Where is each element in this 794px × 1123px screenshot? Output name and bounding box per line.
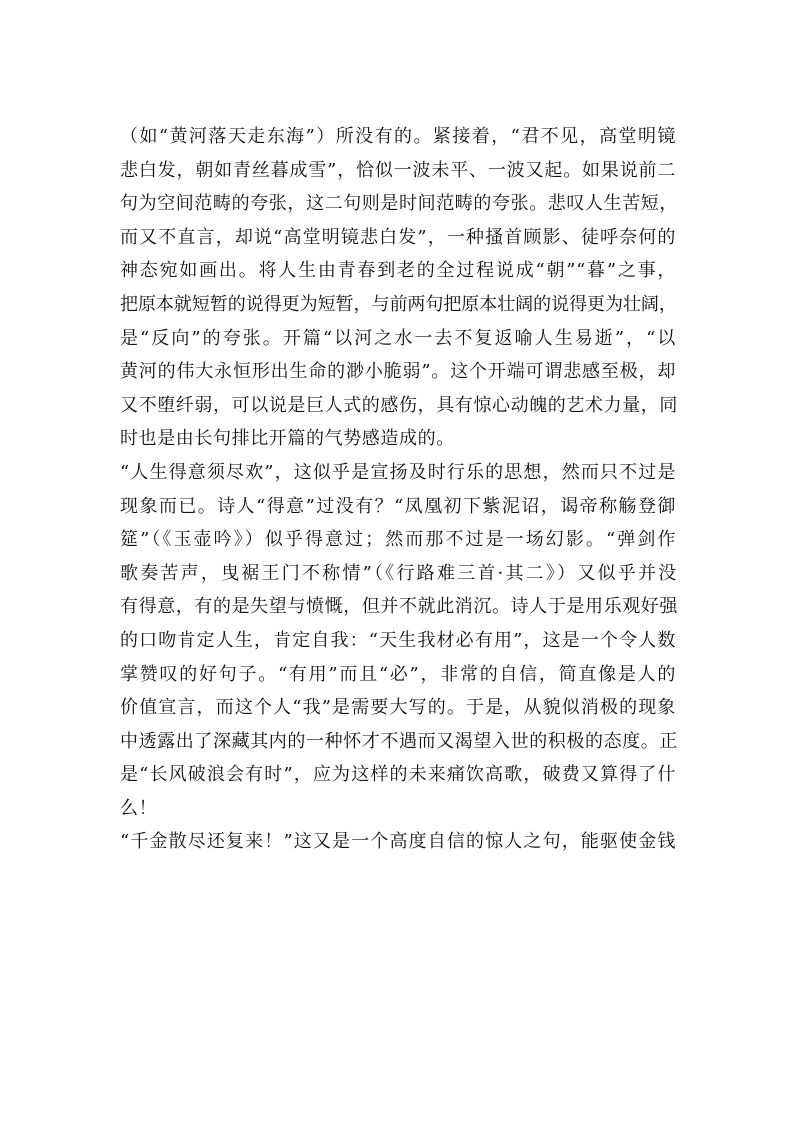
- text-line: 是“反向”的夸张。开篇“以河之水一去不复返喻人生易逝”，“以: [120, 327, 676, 349]
- text-line: （如“黄河落天走东海”）所没有的。紧接着，“君不见，高堂明镜: [120, 126, 676, 147]
- paragraph-3: [120, 825, 676, 859]
- text-line: 黄河的伟大永恒形出生命的渺小脆弱”。这个开端可谓悲感至极，却: [120, 361, 676, 383]
- text-line: 掌赞叹的好句子。“有用”而且“必”，非常的自信，简直像是人的: [120, 663, 676, 685]
- text-line: 么！: [120, 797, 158, 819]
- text-line: 把原本就短暂的说得更为短暂，与前两句把原本壮阔的说得更为壮阔，: [120, 293, 676, 315]
- text-line: 的口吻肯定人生，肯定自我：“天生我材必有用”，这是一个令人数: [120, 629, 676, 651]
- text-line: 神态宛如画出。将人生由青春到老的全过程说成“朝”“暮”之事，: [120, 260, 676, 282]
- paragraph-1: [120, 120, 676, 456]
- text-line: 又不堕纤弱，可以说是巨人式的感伤，具有惊心动魄的艺术力量，同: [120, 394, 678, 416]
- text-line: 现象而已。诗人“得意”过没有？“凤凰初下紫泥诏，谒帝称觞登御: [120, 495, 676, 517]
- text-line: “人生得意须尽欢”，这似乎是宣扬及时行乐的思想，然而只不过是: [120, 461, 676, 483]
- text-line: 歌奏苦声，曳裾王门不称情”（《行路难三首·其二》）又似乎并没: [120, 562, 676, 584]
- text-line: 而又不直言，却说“高堂明镜悲白发”，一种搔首顾影、徒呼奈何的: [120, 226, 676, 248]
- text-line: 中透露出了深藏其内的一种怀才不遇而又渴望入世的积极的态度。正: [120, 730, 678, 752]
- text-line: 时也是由长句排比开篇的气势感造成的。: [120, 428, 455, 450]
- text-line: 句为空间范畴的夸张，这二句则是时间范畴的夸张。悲叹人生苦短，: [120, 193, 678, 215]
- text-line: 有得意，有的是失望与愤慨，但并不就此消沉。诗人于是用乐观好强: [120, 596, 678, 618]
- paragraph-2: [120, 456, 676, 826]
- text-line: 筵”（《玉壶吟》）似乎得意过；然而那不过是一场幻影。“弹剑作: [120, 529, 676, 551]
- document-page: [120, 120, 676, 859]
- text-line: 是“长风破浪会有时”，应为这样的未来痛饮高歌，破费又算得了什: [120, 764, 676, 786]
- text-line: “千金散尽还复来！”这又是一个高度自信的惊人之句，能驱使金钱: [120, 831, 676, 853]
- text-line: 悲白发，朝如青丝暮成雪”，恰似一波未平、一波又起。如果说前二: [120, 159, 676, 181]
- text-line: 价值宣言，而这个人“我”是需要大写的。于是，从貌似消极的现象: [120, 697, 676, 719]
